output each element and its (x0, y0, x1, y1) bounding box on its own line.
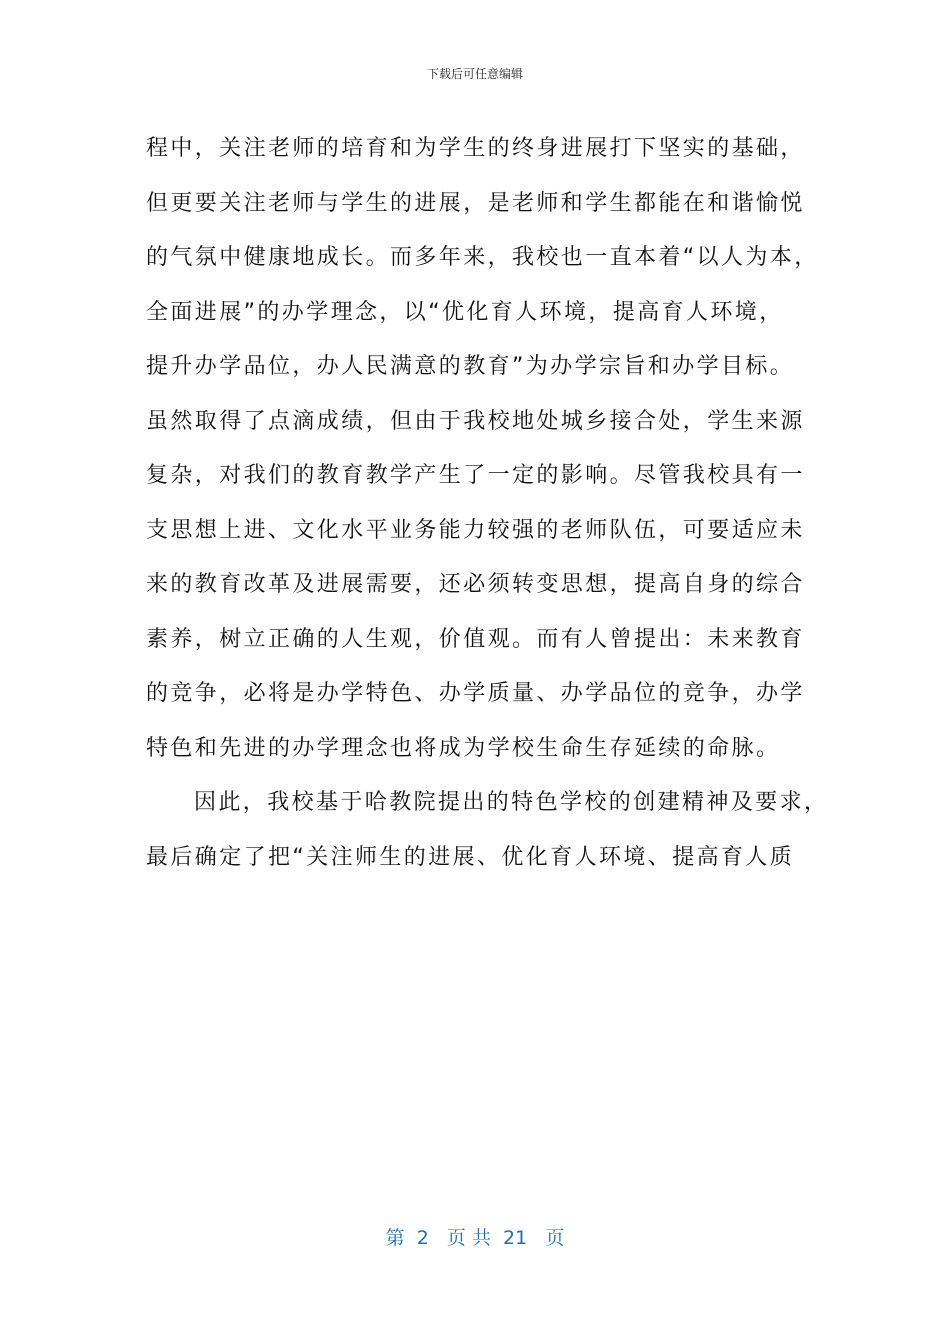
paragraph-start-line: 因此，我校基于哈教院提出的特色学校的创建精神及要求， (194, 790, 829, 815)
body-line: 虽然取得了点滴成绩，但由于我校地处城乡接合处，学生来源 (146, 408, 805, 434)
page-number-footer: 第 2 页 共 21 页 (385, 1227, 565, 1249)
body-line: 的竞争，必将是办学特色、办学质量、办学品位的竞争，办学 (146, 681, 805, 706)
body-line: 复杂，对我们的教育教学产生了一定的影响。尽管我校具有一 (146, 463, 805, 488)
body-line: 程中，关注老师的培育和为学生的终身进展打下坚实的基础， (146, 136, 805, 161)
body-line: 的气氛中健康地成长。而多年来，我校也一直本着“以人为本， (146, 245, 819, 270)
body-line: 提升办学品位，办人民满意的教育”为办学宗旨和办学目标。 (146, 354, 795, 379)
body-line: 最后确定了把“关注师生的进展、优化育人环境、提高育人质 (146, 844, 795, 870)
body-line: 但更要关注老师与学生的进展，是老师和学生都能在和谐愉悦 (146, 190, 805, 216)
body-line: 全面进展”的办学理念，以“优化育人环境，提高育人环境， (146, 299, 784, 325)
document-body (146, 122, 829, 885)
body-line: 特色和先进的办学理念也将成为学校生命生存延续的命脉。 (146, 735, 781, 761)
page-header: 下载后可任意编辑 (426, 67, 523, 81)
body-line: 支思想上进、文化水平业务能力较强的老师队伍，可要适应未 (146, 517, 805, 543)
body-line: 素养，树立正确的人生观，价值观。而有人曾提出：未来教育 (146, 626, 805, 652)
body-line: 来的教育改革及进展需要，还必须转变思想，提高自身的综合 (146, 572, 805, 597)
